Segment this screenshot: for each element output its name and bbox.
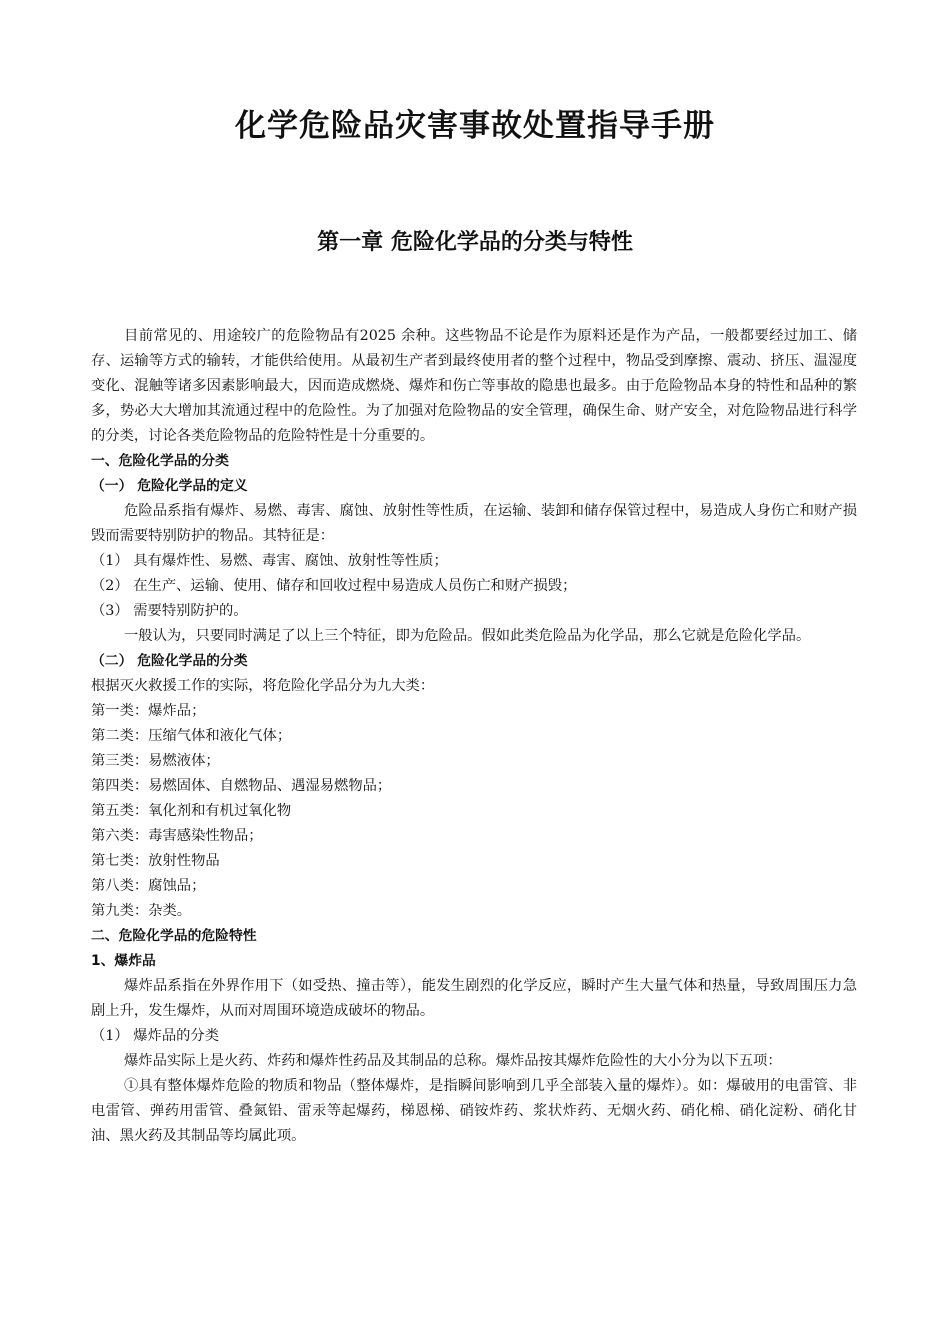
explosives-definition: 爆炸品系指在外界作用下（如受热、撞击等），能发生剧烈的化学反应，瞬时产生大量气体和热量，导致周围压力急剧上升，发生爆炸，从而对周围环境造成破坏的物品。	[91, 978, 857, 1019]
feature-item: （3） 需要特别防护的。	[91, 603, 248, 619]
feature-item: （2） 在生产、运输、使用、储存和回收过程中易造成人员伤亡和财产损毁；	[91, 578, 577, 594]
document-title: 化学危险品灾害事故处置指导手册	[235, 108, 715, 144]
category-item: 第七类：放射性物品	[91, 853, 220, 869]
feature-item: （1） 具有爆炸性、易燃、毒害、腐蚀、放射性等性质；	[91, 553, 448, 569]
section-heading-classification: 一、危险化学品的分类	[91, 453, 229, 469]
category-item: 第九类：杂类。	[91, 903, 192, 919]
section-heading-hazards: 二、危险化学品的危险特性	[91, 928, 257, 944]
document-body	[91, 324, 857, 1149]
category-item: 第四类：易燃固体、自燃物品、遇湿易燃物品；	[91, 778, 392, 794]
category-item: 第五类：氧化剂和有机过氧化物	[91, 803, 292, 819]
subsection-heading-categories: （二） 危险化学品的分类	[91, 653, 248, 669]
category-item: 第三类：易燃液体；	[91, 753, 220, 769]
category-item: 第一类：爆炸品；	[91, 703, 206, 719]
intro-paragraph: 目前常见的、用途较广的危险物品有2025 余种。这些物品不论是作为原料还是作为产品，一般都要经过加工、储存、运输等方式的输转，才能供给使用。从最初生产者到最终使用者的整个过程中，物品受到摩擦、震动、挤压、温湿度变化、混触等诸多因素影响最大，因而造成燃烧、爆炸和伤亡等事故的隐患也最多。由于危险物品本身的特性和品种的繁多，势必大大增加其流通过程中的危险性。为了加强对危险物品的安全管理，确保生命、财产安全，对危险物品进行科学的分类，讨论各类危险物品的危险特性是十分重要的。	[91, 328, 857, 444]
explosives-class-item: ①具有整体爆炸危险的物质和物品（整体爆炸，是指瞬间影响到几乎全部装入量的爆炸）。如：爆破用的电雷管、非电雷管、弹药用雷管、叠氮铅、雷汞等起爆药，梯恩梯、硝铵炸药、浆状炸药、无烟火药、硝化棉、硝化淀粉、硝化甘油、黑火药及其制品等均属此项。	[91, 1078, 857, 1144]
definition-conclusion: 一般认为，只要同时满足了以上三个特征，即为危险品。假如此类危险品为化学品，那么它就是危险化学品。	[124, 628, 811, 644]
category-item: 第六类：毒害感染性物品；	[91, 828, 263, 844]
explosives-classification-text: 爆炸品实际上是火药、炸药和爆炸性药品及其制品的总称。爆炸品按其爆炸危险性的大小分为以下五项：	[124, 1053, 782, 1069]
subsection-heading-definition: （一） 危险化学品的定义	[91, 478, 248, 494]
categories-intro: 根据灭火救援工作的实际，将危险化学品分为九大类：	[91, 678, 435, 694]
category-item: 第二类：压缩气体和液化气体；	[91, 728, 292, 744]
definition-paragraph: 危险品系指有爆炸、易燃、毒害、腐蚀、放射性等性质，在运输、装卸和储存保管过程中，易造成人身伤亡和财产损毁而需要特别防护的物品。其特征是：	[91, 503, 857, 544]
subsection-heading-explosives: 1、爆炸品	[91, 953, 156, 969]
category-item: 第八类：腐蚀品；	[91, 878, 206, 894]
chapter-title: 第一章 危险化学品的分类与特性	[317, 229, 633, 255]
explosives-classification-heading: （1） 爆炸品的分类	[91, 1028, 220, 1044]
